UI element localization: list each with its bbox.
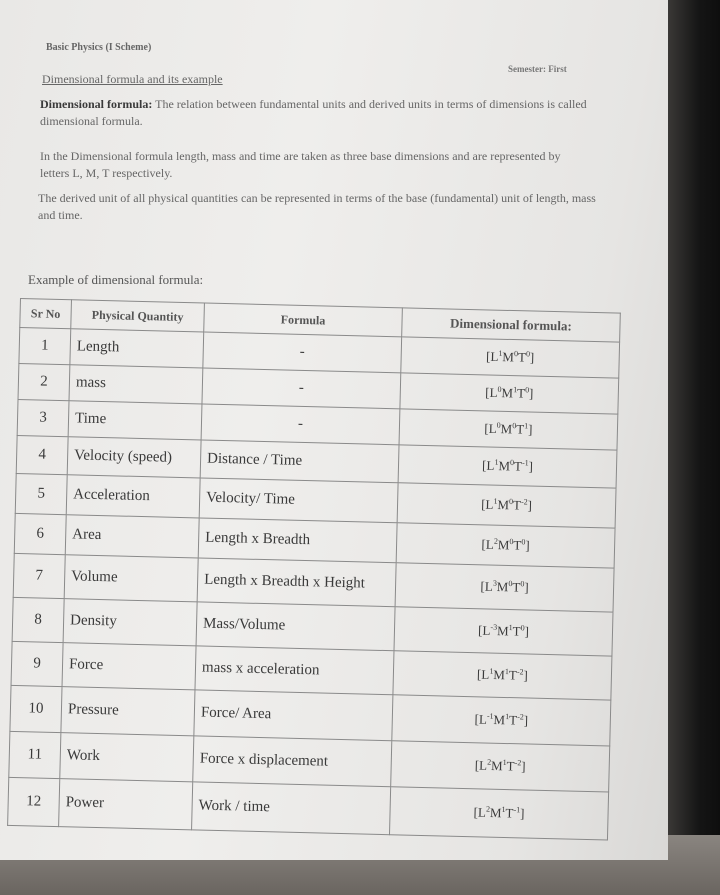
dimensional-formula-table — [7, 298, 621, 841]
cell-formula: Work / time — [192, 782, 391, 835]
semester-header: Semester: First — [508, 64, 567, 74]
cell-formula: Distance / Time — [200, 440, 399, 483]
base-dimensions-paragraph: In the Dimensional formula length, mass and time are taken as three base dimensions and are represented by letters L, M, T respectively. — [40, 149, 561, 180]
dimension-exponent: -1 — [486, 711, 494, 722]
dimension-symbol: [L — [474, 757, 488, 774]
dimension-exponent: 0 — [512, 421, 517, 431]
dimension-bracket: ] — [524, 580, 529, 596]
dimension-symbol: M — [498, 458, 511, 474]
dimension-exponent: 1 — [502, 758, 507, 768]
dimension-symbol: [L — [481, 496, 494, 513]
header-formula: Formula — [204, 303, 403, 337]
subject-header: Basic Physics (I Scheme) — [46, 42, 152, 53]
cell-dimensional-formula — [389, 787, 608, 840]
header-physical-quantity: Physical Quantity — [71, 300, 205, 332]
dimension-exponent: 1 — [524, 421, 529, 431]
dimension-exponent: -2 — [516, 667, 524, 677]
cell-formula: - — [202, 368, 401, 409]
cell-dimensional-formula — [401, 337, 620, 378]
cell-dimensional-formula — [399, 409, 618, 450]
cell-dimensional-formula — [392, 695, 611, 746]
cell-formula: - — [201, 404, 400, 445]
definition-paragraph — [40, 96, 600, 130]
dimension-symbol: T — [508, 667, 518, 683]
dimension-bracket: ] — [521, 759, 526, 775]
dimension-symbol: [L — [485, 385, 498, 401]
dimension-bracket: ] — [523, 713, 529, 729]
dimension-symbol: T — [516, 385, 526, 402]
dimension-exponent: 1 — [504, 667, 510, 677]
dimension-bracket: ] — [524, 624, 530, 640]
cell-sr-no: 11 — [9, 731, 61, 778]
dimension-bracket: ] — [523, 668, 529, 684]
dimension-symbol: T — [516, 421, 525, 438]
dimension-exponent: 2 — [493, 536, 499, 547]
dimension-symbol: T — [512, 579, 521, 595]
dimension-symbol: [L — [473, 804, 487, 821]
dimension-bracket: ] — [529, 350, 535, 366]
cell-dimensional-formula — [400, 373, 619, 414]
dimension-symbol: [L — [474, 711, 488, 728]
cell-sr-no: 9 — [11, 641, 63, 686]
dimension-symbol: T — [513, 537, 522, 553]
dimension-exponent: 0 — [520, 623, 525, 633]
cell-dimensional-formula — [394, 607, 613, 656]
cell-physical-quantity: Volume — [64, 555, 198, 602]
cell-physical-quantity: Pressure — [61, 687, 195, 736]
dimension-symbol: M — [501, 385, 514, 401]
dimension-exponent: 0 — [509, 537, 514, 547]
cell-formula: Mass/Volume — [196, 602, 395, 651]
dimension-symbol: M — [493, 667, 506, 683]
dimension-bracket: ] — [528, 386, 534, 402]
cell-sr-no: 10 — [10, 685, 62, 732]
cell-physical-quantity: Length — [70, 329, 204, 368]
dimension-symbol: [L — [477, 622, 491, 639]
cell-physical-quantity: Time — [68, 401, 202, 440]
cell-sr-no: 3 — [17, 399, 69, 436]
dimension-bracket: ] — [527, 498, 533, 514]
header-sr-no: Sr No — [20, 299, 72, 329]
dimension-exponent: -1 — [521, 458, 529, 468]
dimension-symbol: [L — [481, 537, 494, 553]
dimension-exponent: 1 — [505, 712, 510, 722]
dimension-symbol: M — [490, 758, 503, 774]
dimension-exponent: -3 — [490, 622, 498, 633]
dimension-symbol: T — [512, 623, 521, 639]
dimension-symbol: [L — [484, 421, 497, 437]
dimension-symbol: M — [489, 805, 502, 821]
dimension-symbol: M — [496, 579, 509, 595]
cell-dimensional-formula — [393, 651, 612, 700]
dimension-exponent: -2 — [514, 758, 522, 768]
cell-physical-quantity: Area — [65, 515, 199, 558]
dimension-exponent: 1 — [498, 349, 503, 359]
dimension-exponent: 1 — [493, 496, 498, 507]
dimension-symbol: M — [500, 421, 513, 437]
cell-formula: Force x displacement — [193, 736, 392, 787]
cell-formula: Length x Breadth — [198, 518, 397, 563]
definition-term: Dimensional formula: — [40, 97, 153, 111]
cell-formula: Force/ Area — [194, 690, 393, 741]
dimension-exponent: 0 — [525, 385, 530, 395]
dimension-symbol: T — [517, 349, 527, 366]
cell-dimensional-formula — [398, 445, 617, 488]
cell-physical-quantity: Power — [59, 779, 193, 830]
cell-sr-no: 4 — [16, 435, 68, 474]
dimension-symbol: [L — [476, 666, 490, 683]
dimension-exponent: 1 — [494, 457, 499, 468]
dimension-symbol: [L — [481, 457, 495, 474]
dimension-exponent: 0 — [508, 579, 513, 589]
cell-physical-quantity: Acceleration — [66, 475, 200, 518]
cell-physical-quantity: Velocity (speed) — [67, 437, 201, 478]
dimension-symbol: T — [513, 458, 523, 474]
dimension-exponent: 1 — [508, 623, 513, 633]
dimension-exponent: 2 — [487, 757, 492, 767]
dimension-bracket: ] — [525, 538, 530, 554]
cell-sr-no: 12 — [8, 777, 60, 826]
dimension-exponent: 0 — [497, 385, 502, 395]
dimension-exponent: 0 — [496, 421, 501, 431]
dimension-symbol: M — [497, 497, 510, 513]
dimension-exponent: 2 — [485, 804, 491, 814]
cell-sr-no: 1 — [19, 328, 71, 365]
background-shadow — [668, 0, 720, 895]
cell-dimensional-formula — [397, 483, 616, 528]
dimension-exponent: 1 — [501, 805, 506, 815]
cell-dimensional-formula — [391, 741, 610, 792]
cell-sr-no: 2 — [18, 363, 70, 400]
dimension-exponent: -2 — [517, 712, 524, 722]
cell-dimensional-formula — [396, 523, 615, 568]
dimension-exponent: -1 — [513, 805, 521, 815]
cell-physical-quantity: Work — [60, 733, 194, 782]
dimension-exponent: 0 — [513, 349, 519, 359]
example-label: Example of dimensional formula: — [28, 272, 204, 287]
cell-dimensional-formula — [395, 563, 614, 612]
dimension-bracket: ] — [527, 422, 533, 438]
header-dimensional-formula: Dimensional formula: — [402, 308, 621, 342]
dimension-symbol: M — [493, 712, 506, 728]
cell-formula: Velocity/ Time — [199, 478, 398, 523]
dimension-exponent: 0 — [525, 349, 531, 359]
derived-units-paragraph: The derived unit of all physical quantities can be represented in terms of the base (fundamental) unit of length, mass and time. — [38, 191, 596, 222]
dimension-symbol: M — [496, 623, 509, 639]
cell-sr-no: 6 — [14, 513, 66, 554]
cell-physical-quantity: Force — [62, 643, 196, 690]
cell-sr-no: 5 — [15, 473, 67, 514]
dimension-exponent: 0 — [508, 497, 514, 507]
dimension-symbol: T — [512, 497, 522, 513]
dimension-exponent: 0 — [509, 458, 515, 468]
document-title: Dimensional formula and its example — [42, 72, 223, 86]
dimension-exponent: -2 — [520, 497, 528, 507]
dimension-symbol: M — [502, 349, 515, 365]
dimension-symbol: T — [508, 712, 518, 728]
dimension-symbol: [L — [485, 349, 499, 365]
dimension-symbol: M — [497, 537, 510, 553]
dimension-exponent: 1 — [513, 385, 518, 395]
cell-formula: Length x Breadth x Height — [197, 558, 396, 607]
dimension-bracket: ] — [519, 806, 525, 822]
dimension-exponent: 3 — [492, 578, 497, 589]
cell-physical-quantity: Density — [63, 599, 197, 646]
dimension-symbol: T — [506, 758, 515, 774]
dimension-symbol: T — [505, 805, 514, 821]
cell-formula: - — [203, 332, 402, 373]
cell-sr-no: 7 — [13, 553, 65, 598]
dimension-exponent: 0 — [521, 537, 526, 547]
cell-formula: mass x acceleration — [195, 646, 394, 695]
definition-text: The relation between fundamental units and derived units in terms of dimensions is called dimensional formula. — [40, 97, 587, 128]
cell-physical-quantity: mass — [69, 365, 203, 404]
dimension-symbol: [L — [480, 578, 493, 595]
dimension-exponent: 1 — [489, 666, 494, 677]
cell-sr-no: 8 — [12, 597, 64, 642]
dimension-exponent: 0 — [520, 579, 525, 589]
dimension-bracket: ] — [528, 459, 534, 475]
